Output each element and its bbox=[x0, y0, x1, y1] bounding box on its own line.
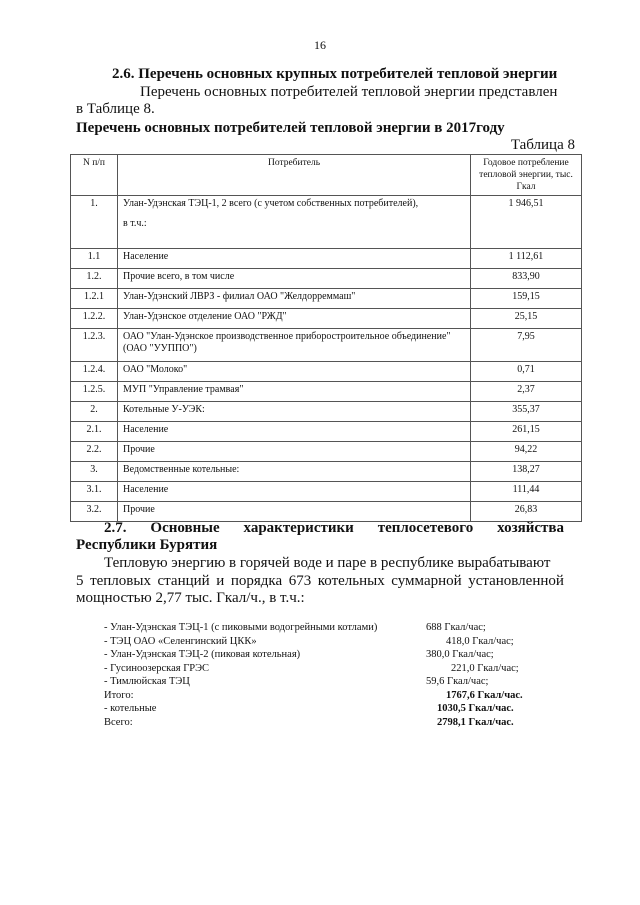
plant-name: Всего: bbox=[104, 716, 133, 728]
section-27-para-line2 bbox=[76, 573, 564, 590]
intro-line-1: Перечень основных потребителей тепловой энергии представлен bbox=[140, 84, 558, 100]
row-number: 1.2. bbox=[71, 269, 118, 289]
row-number: 2.1. bbox=[71, 422, 118, 442]
para-word: станций bbox=[157, 573, 210, 589]
row-consumer bbox=[118, 462, 471, 482]
plant-row bbox=[104, 676, 564, 690]
para-word: установленной bbox=[468, 573, 564, 589]
table-row bbox=[71, 289, 582, 309]
row-consumer bbox=[118, 402, 471, 422]
plant-capacity: 59,6 Гкал/час; bbox=[426, 676, 489, 687]
row-consumer bbox=[118, 502, 471, 522]
plant-name: - Тимлюйская ТЭЦ bbox=[104, 676, 190, 687]
row-number: 1.2.2. bbox=[71, 309, 118, 329]
row-consumption: 355,37 bbox=[471, 402, 582, 422]
section-27-title-line2: Республики Бурятия bbox=[76, 537, 218, 553]
row-number: 1.2.3. bbox=[71, 329, 118, 362]
plant-row bbox=[104, 690, 564, 704]
plant-row bbox=[104, 703, 564, 717]
para-word: котельных bbox=[317, 573, 385, 589]
plant-row bbox=[104, 663, 564, 677]
table-row bbox=[71, 309, 582, 329]
plant-capacity: 1767,6 Гкал/час. bbox=[446, 689, 523, 701]
row-number: 2. bbox=[71, 402, 118, 422]
consumer-name: ОАО "Улан-Удэнское производственное приборостроительное объединение" (ОАО "УУППО") bbox=[123, 331, 451, 354]
plant-name: - Улан-Удэнская ТЭЦ-1 (с пиковыми водогрейными котлами) bbox=[104, 622, 378, 633]
row-consumer bbox=[118, 362, 471, 382]
table-row bbox=[71, 462, 582, 482]
consumer-name: Прочие bbox=[123, 444, 155, 455]
para-word: суммарной bbox=[391, 573, 462, 589]
plant-name: - котельные bbox=[104, 703, 157, 714]
row-consumption: 1 946,51 bbox=[471, 196, 582, 249]
table-row bbox=[71, 329, 582, 362]
consumer-name: Прочие всего, в том числе bbox=[123, 271, 235, 282]
plant-row bbox=[104, 636, 564, 650]
row-consumer bbox=[118, 289, 471, 309]
row-number: 1.2.1 bbox=[71, 289, 118, 309]
row-number: 3.1. bbox=[71, 482, 118, 502]
section-27-para-line1: Тепловую энергию в горячей воде и паре в республике вырабатывают bbox=[104, 555, 551, 571]
plant-row bbox=[104, 649, 564, 663]
consumer-name: Улан-Удэнский ЛВРЗ - филиал ОАО "Желдорреммаш" bbox=[123, 291, 356, 302]
consumer-name: Улан-Удэнская ТЭЦ-1, 2 всего (с учетом собственных потребителей), bbox=[123, 198, 419, 209]
row-number: 1.2.5. bbox=[71, 382, 118, 402]
para-word: 673 bbox=[288, 573, 312, 589]
consumer-name: ОАО "Молоко" bbox=[123, 364, 188, 375]
row-consumption: 7,95 bbox=[471, 329, 582, 362]
row-consumer bbox=[118, 422, 471, 442]
row-consumption: 26,83 bbox=[471, 502, 582, 522]
row-consumption: 0,71 bbox=[471, 362, 582, 382]
s27-word: характеристики bbox=[243, 520, 354, 536]
row-consumer bbox=[118, 329, 471, 362]
plant-capacity: 688 Гкал/час; bbox=[426, 622, 486, 633]
row-consumer bbox=[118, 249, 471, 269]
row-consumer bbox=[118, 442, 471, 462]
row-consumer bbox=[118, 382, 471, 402]
table-row bbox=[71, 482, 582, 502]
consumer-sub: в т.ч.: bbox=[123, 218, 147, 229]
header-consumer: Потребитель bbox=[118, 155, 471, 196]
row-number: 1.1 bbox=[71, 249, 118, 269]
table-row bbox=[71, 249, 582, 269]
para-word: порядка bbox=[230, 573, 283, 589]
page-number: 16 bbox=[314, 38, 326, 52]
consumer-name: Население bbox=[123, 251, 169, 262]
row-consumer bbox=[118, 309, 471, 329]
plant-capacity: 2798,1 Гкал/час. bbox=[437, 716, 514, 728]
consumer-name: МУП "Управление трамвая" bbox=[123, 384, 244, 395]
row-consumption: 2,37 bbox=[471, 382, 582, 402]
row-consumption: 111,44 bbox=[471, 482, 582, 502]
para-word: 5 bbox=[76, 573, 84, 589]
plant-capacity: 1030,5 Гкал/час. bbox=[437, 703, 514, 714]
row-consumer bbox=[118, 269, 471, 289]
row-consumption: 833,90 bbox=[471, 269, 582, 289]
table-title: Перечень основных потребителей тепловой энергии в 2017году bbox=[76, 120, 505, 136]
plant-name: Итого: bbox=[104, 689, 134, 701]
table-row bbox=[71, 362, 582, 382]
para-word: и bbox=[216, 573, 225, 589]
row-number: 1.2.4. bbox=[71, 362, 118, 382]
plant-name: - Гусиноозерская ГРЭС bbox=[104, 662, 210, 674]
section-27-para-line3: мощностью 2,77 тыс. Гкал/ч., в т.ч.: bbox=[76, 590, 305, 606]
row-number: 2.2. bbox=[71, 442, 118, 462]
intro-line-2: в Таблице 8. bbox=[76, 101, 155, 117]
row-consumption: 261,15 bbox=[471, 422, 582, 442]
row-number: 3. bbox=[71, 462, 118, 482]
section-27-title-line1 bbox=[104, 520, 564, 537]
consumer-name: Улан-Удэнское отделение ОАО "РЖД" bbox=[123, 311, 287, 322]
consumer-name: Прочие bbox=[123, 504, 155, 515]
row-number: 1. bbox=[71, 196, 118, 249]
consumer-name: Котельные У-УЭК: bbox=[123, 404, 205, 415]
table-row bbox=[71, 402, 582, 422]
plant-capacity: 418,0 Гкал/час; bbox=[446, 635, 514, 647]
plant-row bbox=[104, 622, 564, 636]
section-title: 2.6. Перечень основных крупных потребителей тепловой энергии bbox=[112, 66, 558, 82]
row-consumption: 138,27 bbox=[471, 462, 582, 482]
row-consumer bbox=[118, 196, 471, 249]
s27-word: 2.7. bbox=[104, 520, 127, 536]
table-row bbox=[71, 196, 582, 249]
row-consumption: 94,22 bbox=[471, 442, 582, 462]
s27-word: теплосетевого bbox=[377, 520, 474, 536]
consumer-name: Ведомственные котельные: bbox=[123, 464, 240, 475]
s27-word: хозяйства bbox=[497, 520, 564, 536]
row-consumer bbox=[118, 482, 471, 502]
table-row bbox=[71, 502, 582, 522]
s27-word: Основные bbox=[150, 520, 220, 536]
table-row bbox=[71, 442, 582, 462]
table-number: Таблица 8 bbox=[510, 137, 575, 153]
header-num: N п/п bbox=[71, 155, 118, 196]
plant-row bbox=[104, 717, 564, 731]
header-consumption: Годовое потребление тепловой энергии, тыс. Гкал bbox=[471, 155, 582, 196]
consumer-name: Население bbox=[123, 484, 169, 495]
row-number: 3.2. bbox=[71, 502, 118, 522]
table-row bbox=[71, 422, 582, 442]
plant-capacity: 221,0 Гкал/час; bbox=[451, 662, 519, 674]
plants-list bbox=[104, 622, 564, 730]
plant-name: - Улан-Удэнская ТЭЦ-2 (пиковая котельная) bbox=[104, 649, 301, 660]
consumers-table bbox=[70, 154, 582, 522]
plant-name: - ТЭЦ ОАО «Селенгинский ЦКК» bbox=[104, 635, 257, 647]
table-row bbox=[71, 269, 582, 289]
plant-capacity: 380,0 Гкал/час; bbox=[426, 649, 494, 660]
row-consumption: 159,15 bbox=[471, 289, 582, 309]
row-consumption: 1 112,61 bbox=[471, 249, 582, 269]
row-consumption: 25,15 bbox=[471, 309, 582, 329]
table-row bbox=[71, 382, 582, 402]
table-header-row bbox=[71, 155, 582, 196]
consumer-name: Население bbox=[123, 424, 169, 435]
para-word: тепловых bbox=[90, 573, 151, 589]
